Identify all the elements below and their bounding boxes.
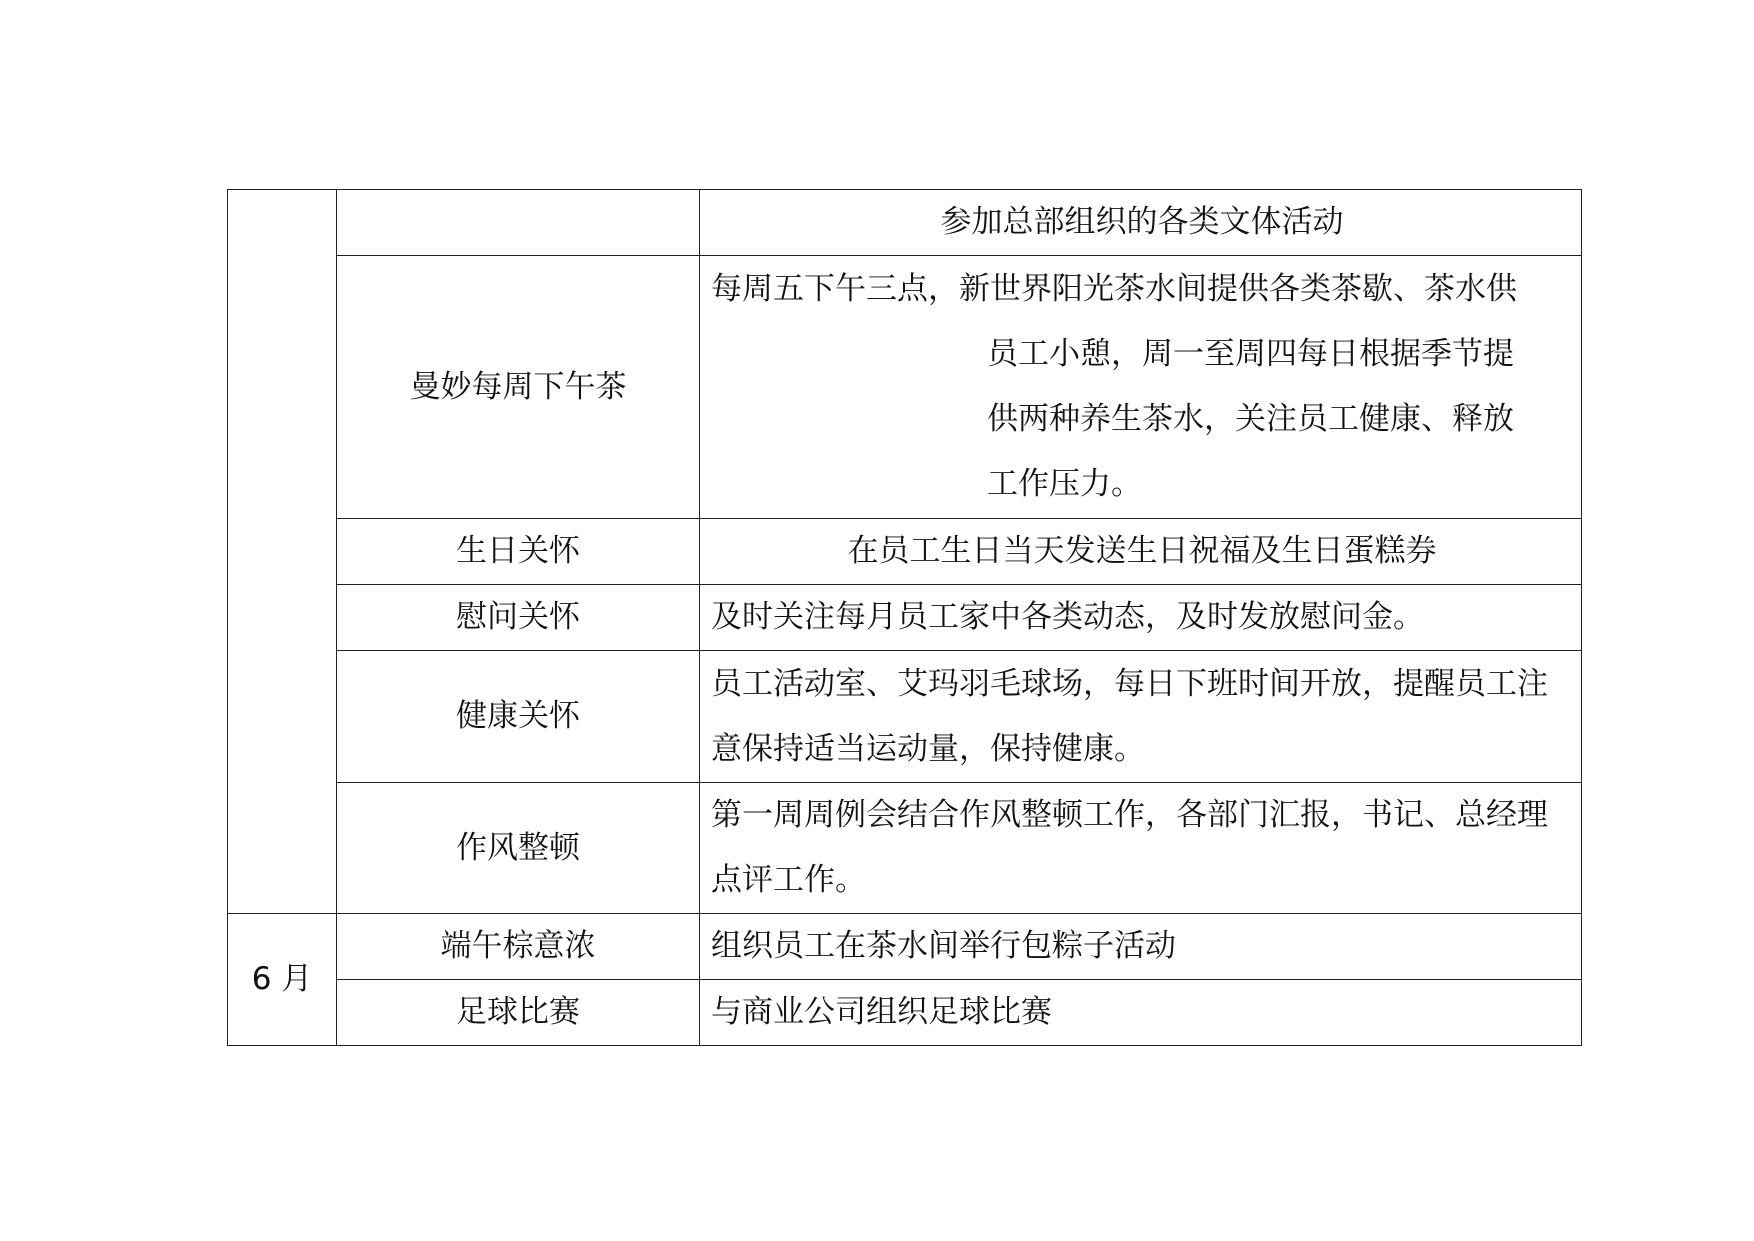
month-cell-empty [228, 190, 337, 914]
item-cell: 作风整顿 [337, 783, 700, 914]
item-cell: 足球比赛 [337, 980, 700, 1046]
item-cell: 曼妙每周下午茶 [337, 256, 700, 519]
desc-cell: 与商业公司组织足球比赛 [700, 980, 1582, 1046]
table-row [228, 190, 1582, 256]
desc-line: 供两种养生茶水，关注员工健康、释放 [987, 401, 1514, 437]
desc-cell: 在员工生日当天发送生日祝福及生日蛋糕券 [700, 519, 1582, 585]
desc-cell: 员工活动室、艾玛羽毛球场，每日下班时间开放，提醒员工注意保持适当运动量，保持健康。 [700, 651, 1582, 783]
table-row [228, 256, 1582, 519]
item-cell: 端午棕意浓 [337, 914, 700, 980]
item-cell: 生日关怀 [337, 519, 700, 585]
table-row [228, 585, 1582, 651]
item-cell: 健康关怀 [337, 651, 700, 783]
table-row [228, 914, 1582, 980]
desc-line: 员工小憩，周一至周四每日根据季节提 [987, 336, 1514, 372]
desc-cell: 参加总部组织的各类文体活动 [700, 190, 1582, 256]
table-row [228, 783, 1582, 914]
table-row [228, 980, 1582, 1046]
item-cell: 慰问关怀 [337, 585, 700, 651]
activity-table [227, 189, 1582, 1046]
desc-line: 工作压力。 [987, 466, 1142, 502]
desc-cell: 组织员工在茶水间举行包粽子活动 [700, 914, 1582, 980]
desc-cell: 及时关注每月员工家中各类动态，及时发放慰问金。 [700, 585, 1582, 651]
month-cell: 6 月 [228, 914, 337, 1046]
item-cell [337, 190, 700, 256]
table-row [228, 651, 1582, 783]
table-row [228, 519, 1582, 585]
desc-cell [700, 256, 1582, 519]
desc-cell: 第一周周例会结合作风整顿工作，各部门汇报，书记、总经理点评工作。 [700, 783, 1582, 914]
desc-line: 每周五下午三点，新世界阳光茶水间提供各类茶歇、茶水供 [711, 271, 1517, 307]
